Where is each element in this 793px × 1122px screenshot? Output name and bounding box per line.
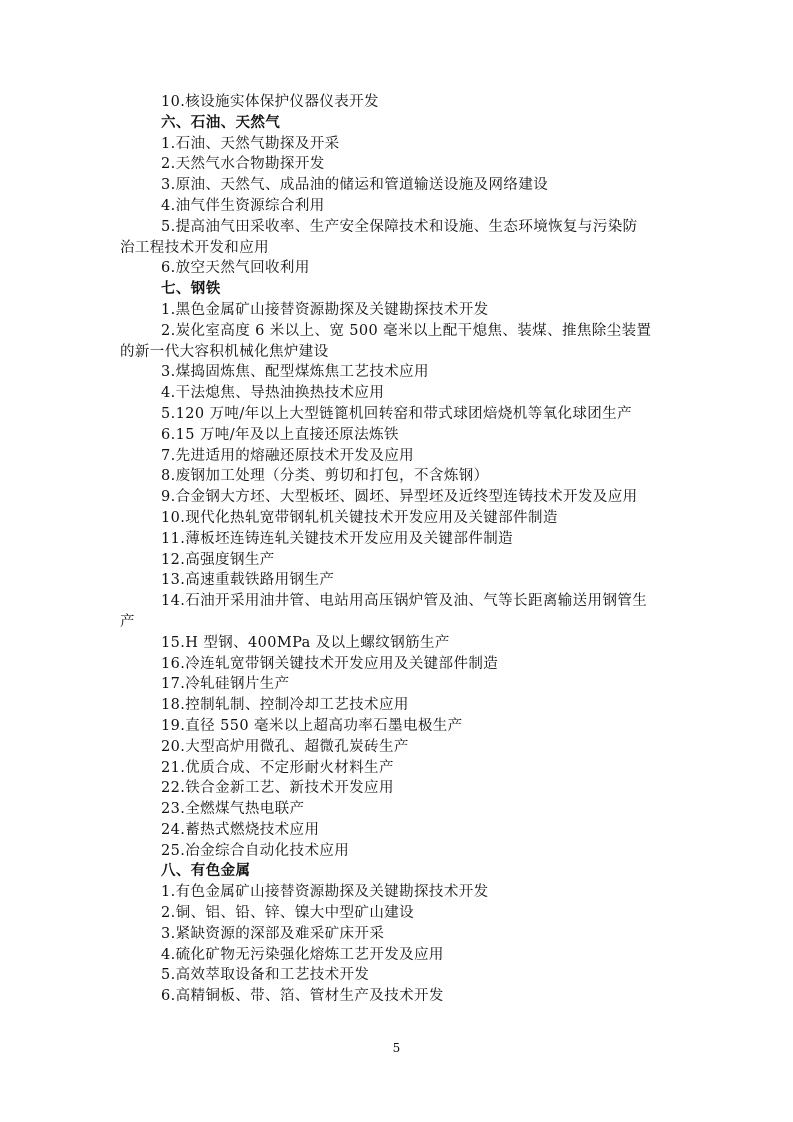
list-item: 5.120 万吨/年以上大型链篦机回转窑和带式球团焙烧机等氧化球团生产 <box>161 405 633 422</box>
list-item: 13.高速重载铁路用钢生产 <box>161 572 335 589</box>
list-item: 15.H 型钢、400MPa 及以上螺纹钢筋生产 <box>161 634 450 651</box>
section-heading: 八、有色金属 <box>161 862 251 880</box>
list-item: 9.合金钢大方坯、大型板坯、圆坯、异型坯及近终型连铸技术开发及应用 <box>161 489 638 506</box>
list-item: 4.干法熄焦、导热油换热技术应用 <box>161 385 385 402</box>
list-item: 5.高效萃取设备和工艺技术开发 <box>161 967 370 984</box>
list-item: 17.冷轧硅钢片生产 <box>161 676 290 693</box>
list-item: 10.核设施实体保护仪器仪表开发 <box>161 94 379 110</box>
list-item: 10.现代化热轧宽带钢轧机关键技术开发应用及关键部件制造 <box>161 509 558 526</box>
list-item: 6.放空天然气回收利用 <box>161 260 310 277</box>
list-item: 16.冷连轧宽带钢关键技术开发应用及关键部件制造 <box>161 655 499 672</box>
list-item: 20.大型高炉用微孔、超微孔炭砖生产 <box>161 738 409 755</box>
list-item: 14.石油开采用油井管、电站用高压锅炉管及油、气等长距离输送用钢管生 <box>161 593 648 610</box>
list-item: 3.紧缺资源的深部及难采矿床开采 <box>161 925 385 942</box>
list-item: 8.废钢加工处理（分类、剪切和打包，不含炼钢） <box>161 468 489 485</box>
list-item: 2.天然气水合物勘探开发 <box>161 156 325 173</box>
list-item: 19.直径 550 毫米以上超高功率石墨电极生产 <box>161 717 463 734</box>
list-item: 21.优质合成、不定形耐火材料生产 <box>161 759 394 776</box>
list-item: 3.煤捣固炼焦、配型煤炼焦工艺技术应用 <box>161 364 429 381</box>
section-heading: 六、石油、天然气 <box>161 113 281 131</box>
page-number: 5 <box>392 1041 401 1055</box>
list-item-continuation: 产 <box>120 613 135 630</box>
list-item: 1.石油、天然气勘探及开采 <box>161 135 340 152</box>
list-item: 6.15 万吨/年及以上直接还原法炼铁 <box>161 426 399 443</box>
list-item: 22.铁合金新工艺、新技术开发应用 <box>161 780 394 797</box>
list-item: 23.全燃煤气热电联产 <box>161 801 305 818</box>
list-item: 12.高强度钢生产 <box>161 551 275 568</box>
list-item: 5.提高油气田采收率、生产安全保障技术和设施、生态环境恢复与污染防 <box>161 218 638 235</box>
list-item: 4.硫化矿物无污染强化熔炼工艺开发及应用 <box>161 946 444 963</box>
list-item: 2.炭化室高度 6 米以上、宽 500 毫米以上配干熄焦、装煤、推焦除尘装置 <box>161 322 652 339</box>
list-item: 24.蓄热式燃烧技术应用 <box>161 821 320 838</box>
list-item: 1.黑色金属矿山接替资源勘探及关键勘探技术开发 <box>161 301 489 318</box>
list-item: 2.铜、铝、铅、锌、镍大中型矿山建设 <box>161 905 415 922</box>
list-item: 18.控制轧制、控制冷却工艺技术应用 <box>161 697 409 714</box>
list-item: 25.冶金综合自动化技术应用 <box>161 842 350 859</box>
list-item: 4.油气伴生资源综合利用 <box>161 197 325 214</box>
list-item: 3.原油、天然气、成品油的储运和管道输送设施及网络建设 <box>161 177 549 194</box>
list-item: 1.有色金属矿山接替资源勘探及关键勘探技术开发 <box>161 884 489 901</box>
list-item: 11.薄板坯连铸连轧关键技术开发应用及关键部件制造 <box>161 530 514 547</box>
list-item: 6.高精铜板、带、箔、管材生产及技术开发 <box>161 988 444 1005</box>
document-body <box>120 92 676 1007</box>
section-heading: 七、钢铁 <box>161 280 221 298</box>
list-item-continuation: 的新一代大容积机械化焦炉建设 <box>120 343 329 360</box>
list-item-continuation: 治工程技术开发和应用 <box>120 239 269 256</box>
list-item: 7.先进适用的熔融还原技术开发及应用 <box>161 447 415 464</box>
